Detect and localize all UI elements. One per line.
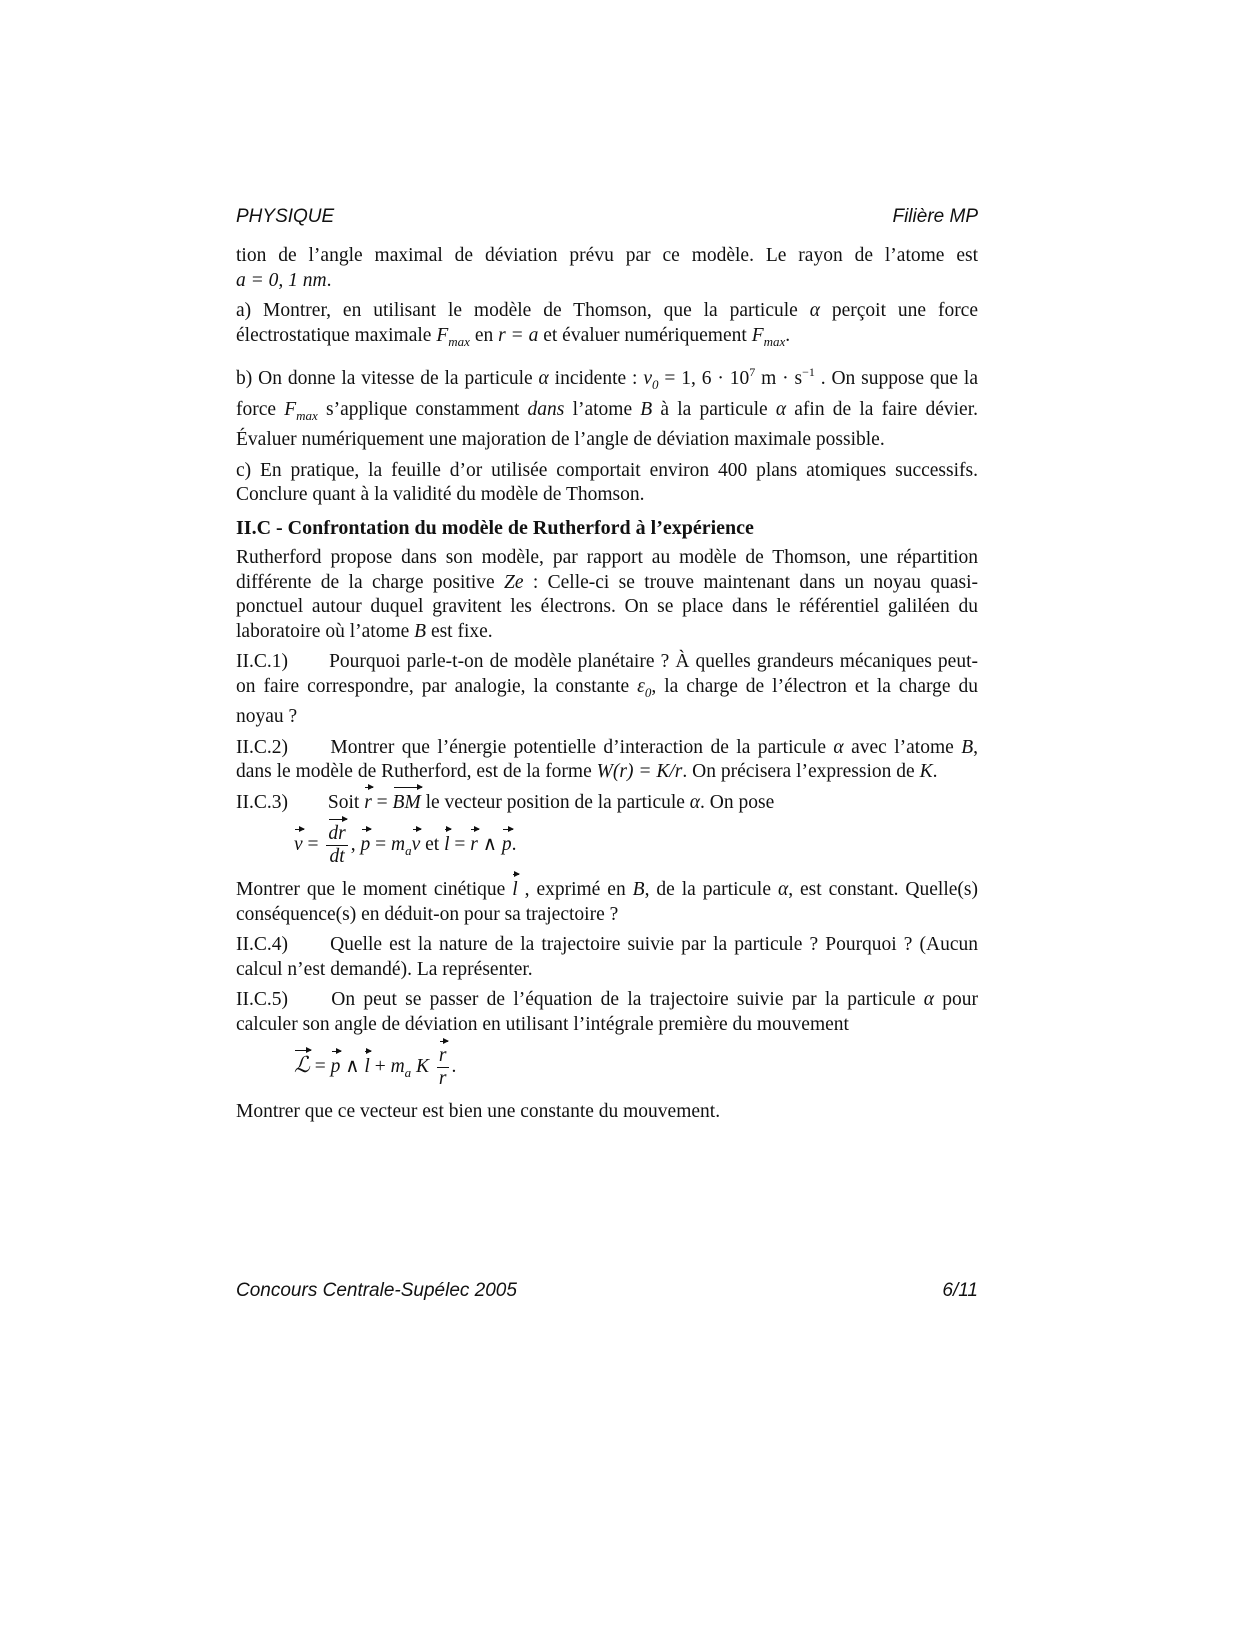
text: pour calculer son angle de déviation en utilisant l’intégrale première du mouvement (236, 989, 978, 1035)
paragraph-continued (236, 244, 978, 293)
text: et évaluer numériquement (538, 324, 752, 346)
math-vector-p: p (502, 833, 512, 858)
text: avec l’atome (843, 736, 962, 758)
math-exponent: −1 (802, 365, 815, 379)
question-IIC4 (236, 933, 978, 982)
math-subscript: max (296, 407, 318, 423)
text: , la charge de l’électron et la charge du noyau ? (236, 675, 978, 727)
math-subscript: 0 (651, 377, 659, 392)
text: , de la particule (644, 879, 778, 900)
math-B: B (640, 398, 653, 420)
math-inline: a = 0, 1 nm (236, 269, 327, 291)
footer-contest: Concours Centrale-Supélec 2005 (236, 1280, 517, 1301)
text: à la particule (652, 398, 776, 420)
math-m: m (390, 1055, 405, 1077)
question-IIC3 (236, 791, 978, 816)
text: , exprimé en (517, 879, 633, 900)
footer-page-number: 6/11 (942, 1280, 978, 1301)
text: . (932, 761, 938, 782)
math-subscript: max (448, 333, 470, 349)
math-vector-r: r (438, 1045, 447, 1066)
math-subscript: max (763, 333, 786, 349)
text: Rutherford propose dans son modèle, par rapport au modèle de Thomson, une répartition différente de la charge positive (236, 547, 978, 593)
math-and: et (420, 833, 445, 855)
text: s’applique constamment (317, 398, 528, 420)
question-number: II.C.4) (236, 934, 288, 955)
text: l’atome (564, 398, 641, 420)
math-vector-L: ℒ (294, 1052, 310, 1078)
math-vector-BM: BM (393, 791, 421, 816)
math-Ze: Ze (504, 571, 524, 593)
text: . On précisera l’expression de (682, 761, 920, 782)
math-alpha: α (833, 736, 844, 758)
question-c: c) En pratique, la feuille d’or utilisée comportait environ 400 plans atomiques successifs. Conclure quant à la validité du modèle de Thomson. (236, 459, 978, 505)
math-alpha: α (923, 989, 934, 1010)
math-K: K (416, 1055, 430, 1077)
math-alpha: α (775, 398, 787, 420)
math-B: B (632, 879, 645, 900)
document-body (236, 244, 978, 1131)
math-vector-r: r (364, 791, 372, 816)
text: Montrer que le moment cinétique (236, 879, 513, 900)
math-F: F (436, 324, 449, 346)
math-vector-l: l (512, 878, 517, 903)
text: b) On donne la vitesse de la particule (236, 368, 539, 389)
math-K: K (919, 761, 933, 782)
text: afin de la faire dévier. Évaluer numériquement une majoration de l’angle de déviation maximale possible. (236, 398, 978, 450)
text: . (785, 324, 791, 346)
question-number: II.C.5) (236, 989, 288, 1010)
text: Pourquoi parle-t-on de modèle planétaire ? À quelles grandeurs mécaniques peut-on faire correspondre, par analogie, la constante (236, 651, 978, 697)
math-F: F (284, 398, 297, 420)
text: . (326, 269, 332, 291)
equation-runge-lenz: ℒ = p ∧ $l + m_a$ K $\frac{r}{r}$ . (294, 1045, 457, 1089)
math-m: m (391, 833, 406, 855)
text: est fixe. (426, 620, 493, 642)
math-vector-p: p (361, 833, 371, 858)
question-IIC5-cont: Montrer que ce vecteur est bien une constante du mouvement. (236, 1101, 721, 1122)
math-subscript: 0 (644, 684, 652, 700)
equation-definitions: v = $\frac{dr}{dt}$ , $p = m_av$ et l = r ∧ p. (294, 823, 517, 867)
question-IIC1 (236, 650, 978, 730)
question-IIC3-cont (236, 878, 978, 927)
math-subscript: a (405, 842, 412, 858)
math-exponent: 7 (749, 365, 756, 379)
math-v: v (643, 368, 652, 389)
question-b (236, 360, 978, 453)
text: perçoit une force électrostatique maximale (236, 300, 978, 346)
text: tion de l’angle maximal de déviation prévu par ce modèle. Le rayon de l’atome est (236, 245, 978, 266)
text: incidente : (548, 368, 644, 389)
question-number: II.C.1) (236, 651, 288, 672)
text: , est constant. Quelle(s) conséquence(s) en déduit-on pour sa trajectoire ? (236, 879, 978, 925)
section-heading: II.C - Confrontation du modèle de Rutherford à l’expérience (236, 516, 754, 539)
text: . On suppose que la force (236, 368, 978, 420)
math-vector-p: p (331, 1055, 341, 1080)
fraction-drdt (326, 823, 347, 868)
math-B: B (961, 736, 974, 758)
text: en (469, 324, 499, 346)
math-vector-l: l (444, 833, 449, 858)
math-vector-dr: dr (328, 823, 346, 844)
emphasis: dans (527, 398, 565, 420)
text: Soit (323, 791, 365, 813)
text: a) Montrer, en utilisant le modèle de Thomson, que la particule (236, 300, 810, 321)
question-a (236, 299, 978, 354)
math-dt: dt (329, 846, 345, 867)
math-value: = 1, 6 · 10 (658, 368, 750, 389)
math-alpha: α (689, 791, 701, 813)
math-equals: = (371, 791, 393, 813)
math-inline: r = a (498, 324, 539, 346)
math-vector-l: l (364, 1055, 369, 1080)
question-number: II.C.2) (236, 736, 288, 758)
math-vector-v: v (412, 833, 421, 858)
text: On peut se passer de l’équation de la trajectoire suivie par la particule (323, 989, 924, 1010)
question-number: II.C.3) (236, 791, 288, 813)
text: Montrer que l’énergie potentielle d’interaction de la particule (323, 736, 834, 758)
header-track: Filière MP (892, 206, 978, 227)
math-potential: W(r) = K/r (596, 761, 683, 782)
text: . On pose (700, 791, 775, 813)
section-intro (236, 546, 978, 644)
header-subject: PHYSIQUE (236, 206, 335, 227)
math-subscript: a (404, 1064, 412, 1080)
math-vector-r: r (470, 833, 478, 858)
math-B: B (414, 620, 427, 642)
text: : Celle-ci se trouve maintenant dans un noyau quasi-ponctuel autour duquel gravitent les électrons. On se place dans le référentiel galiléen du laboratoire où l’atome (236, 571, 978, 642)
question-IIC5 (236, 988, 978, 1037)
math-alpha: α (809, 300, 820, 321)
math-alpha: α (538, 368, 549, 389)
question-IIC2 (236, 736, 978, 785)
fraction-r-over-r (437, 1045, 449, 1090)
text: Quelle est la nature de la trajectoire suivie par la particule ? Pourquoi ? (Aucun calcul n’est demandé). La représenter. (236, 934, 978, 980)
math-unit: m · s (755, 368, 803, 389)
math-epsilon: ε (637, 675, 645, 697)
math-F: F (751, 324, 764, 346)
math-vector-v: v (294, 833, 303, 858)
text: , dans le modèle de Rutherford, est de la forme (236, 736, 978, 782)
text: le vecteur position de la particule (420, 791, 690, 813)
math-alpha: α (777, 879, 789, 900)
math-r: r (438, 1068, 447, 1089)
